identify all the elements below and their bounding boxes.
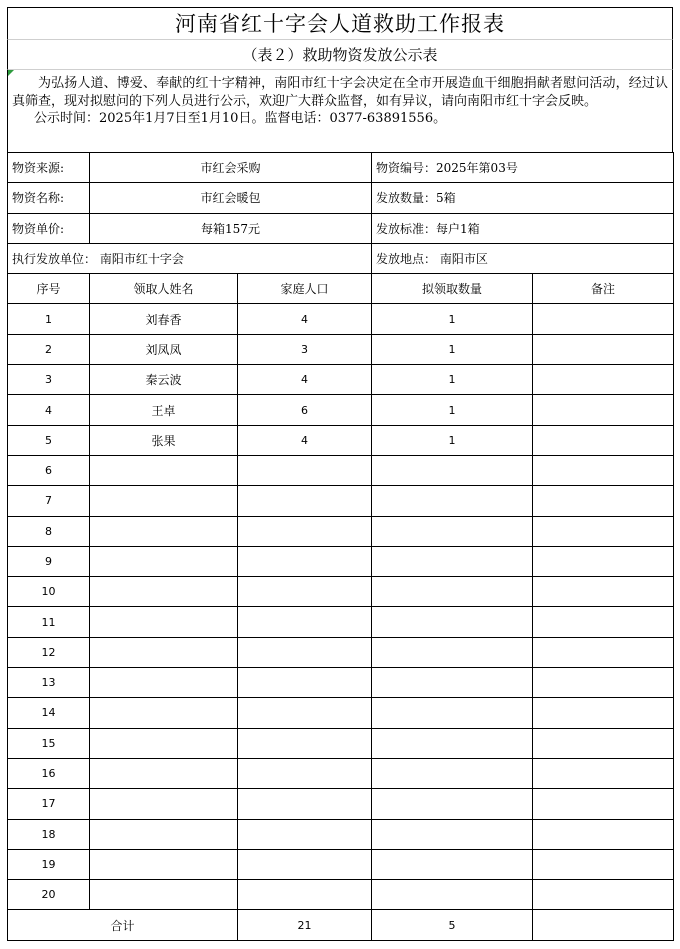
seq-cell: 20 — [8, 880, 90, 910]
name-cell — [90, 819, 238, 849]
seq-cell: 4 — [8, 395, 90, 425]
table-row — [8, 698, 674, 728]
table-row — [8, 486, 674, 516]
price-value: 每箱157元 — [90, 213, 372, 243]
note-cell — [533, 880, 674, 910]
family-cell — [238, 880, 372, 910]
col-header-seq: 序号 — [8, 274, 90, 304]
name-cell — [90, 607, 238, 637]
name-cell: 刘春香 — [90, 304, 238, 334]
name-cell — [90, 637, 238, 667]
name-cell — [90, 880, 238, 910]
seq-cell: 17 — [8, 789, 90, 819]
table-row — [8, 516, 674, 546]
location-text: 发放地点： 南阳市区 — [372, 243, 674, 273]
qty-cell: 1 — [372, 425, 533, 455]
table-row — [8, 425, 674, 455]
qty-cell — [372, 455, 533, 485]
qty-cell — [372, 486, 533, 516]
qty-cell: 1 — [372, 395, 533, 425]
table-row — [8, 334, 674, 364]
table-row — [8, 455, 674, 485]
source-value: 市红会采购 — [90, 153, 372, 183]
quantity-text: 发放数量：5箱 — [372, 183, 674, 213]
qty-cell — [372, 698, 533, 728]
family-cell: 4 — [238, 365, 372, 395]
name-cell — [90, 546, 238, 576]
note-cell — [533, 516, 674, 546]
table-row — [8, 607, 674, 637]
table-row — [8, 819, 674, 849]
seq-cell: 12 — [8, 637, 90, 667]
info-row-source — [8, 153, 674, 183]
name-cell — [90, 668, 238, 698]
name-cell: 王卓 — [90, 395, 238, 425]
family-cell — [238, 607, 372, 637]
total-note — [533, 910, 674, 940]
total-qty: 5 — [372, 910, 533, 940]
table-row — [8, 304, 674, 334]
qty-cell — [372, 789, 533, 819]
info-row-name — [8, 183, 674, 213]
note-cell — [533, 849, 674, 879]
family-cell: 4 — [238, 425, 372, 455]
name-cell — [90, 577, 238, 607]
note-cell — [533, 425, 674, 455]
family-cell — [238, 728, 372, 758]
seq-cell: 3 — [8, 365, 90, 395]
family-cell — [238, 849, 372, 879]
col-header-note: 备注 — [533, 274, 674, 304]
table-row — [8, 880, 674, 910]
note-cell — [533, 819, 674, 849]
family-cell — [238, 789, 372, 819]
family-cell — [238, 637, 372, 667]
report-title: 河南省红十字会人道救助工作报表 — [7, 7, 673, 39]
name-cell: 秦云波 — [90, 365, 238, 395]
seq-cell: 9 — [8, 546, 90, 576]
column-header-row — [8, 274, 674, 304]
name-cell — [90, 758, 238, 788]
qty-cell — [372, 849, 533, 879]
qty-cell — [372, 728, 533, 758]
name-cell — [90, 455, 238, 485]
qty-cell — [372, 880, 533, 910]
table-row — [8, 758, 674, 788]
total-row — [8, 910, 674, 940]
table-row — [8, 637, 674, 667]
note-cell — [533, 395, 674, 425]
family-cell: 4 — [238, 304, 372, 334]
name-cell — [90, 789, 238, 819]
table-row — [8, 365, 674, 395]
note-cell — [533, 789, 674, 819]
total-label: 合计 — [8, 910, 238, 940]
note-cell — [533, 728, 674, 758]
code-text: 物资编号：2025年第03号 — [372, 153, 674, 183]
seq-cell: 5 — [8, 425, 90, 455]
family-cell: 6 — [238, 395, 372, 425]
info-row-unit — [8, 243, 674, 273]
name-cell — [90, 728, 238, 758]
source-label: 物资来源: — [8, 153, 90, 183]
report-subtitle: （表２）救助物资发放公示表 — [7, 39, 673, 69]
name-cell — [90, 516, 238, 546]
name-cell — [90, 849, 238, 879]
name-value: 市红会暖包 — [90, 183, 372, 213]
qty-cell — [372, 607, 533, 637]
seq-cell: 6 — [8, 455, 90, 485]
distribution-table — [7, 152, 674, 941]
qty-cell — [372, 637, 533, 667]
family-cell — [238, 698, 372, 728]
intro-paragraph: 为弘扬人道、博爱、奉献的红十字精神，南阳市红十字会决定在全市开展造血干细胞捐献者慰问活动，经过认真筛查，现对拟慰问的下列人员进行公示，欢迎广大群众监督，如有异议，请向南阳市红十字会反映。 — [12, 76, 668, 109]
name-cell: 张果 — [90, 425, 238, 455]
note-cell — [533, 577, 674, 607]
seq-cell: 19 — [8, 849, 90, 879]
table-row — [8, 849, 674, 879]
intro-section — [7, 69, 673, 152]
family-cell — [238, 546, 372, 576]
unit-text: 执行发放单位： 南阳市红十字会 — [8, 243, 372, 273]
total-family: 21 — [238, 910, 372, 940]
table-row — [8, 668, 674, 698]
note-cell — [533, 758, 674, 788]
qty-cell: 1 — [372, 365, 533, 395]
qty-cell — [372, 819, 533, 849]
qty-cell — [372, 577, 533, 607]
family-cell — [238, 577, 372, 607]
name-label: 物资名称: — [8, 183, 90, 213]
seq-cell: 2 — [8, 334, 90, 364]
standard-text: 发放标准：每户1箱 — [372, 213, 674, 243]
note-cell — [533, 607, 674, 637]
name-cell: 刘凤凤 — [90, 334, 238, 364]
table-row — [8, 546, 674, 576]
name-cell — [90, 698, 238, 728]
col-header-name: 领取人姓名 — [90, 274, 238, 304]
seq-cell: 16 — [8, 758, 90, 788]
note-cell — [533, 455, 674, 485]
seq-cell: 15 — [8, 728, 90, 758]
price-label: 物资单价: — [8, 213, 90, 243]
family-cell — [238, 516, 372, 546]
note-cell — [533, 546, 674, 576]
seq-cell: 14 — [8, 698, 90, 728]
qty-cell: 1 — [372, 334, 533, 364]
qty-cell: 1 — [372, 304, 533, 334]
table-row — [8, 789, 674, 819]
table-row — [8, 728, 674, 758]
seq-cell: 1 — [8, 304, 90, 334]
seq-cell: 10 — [8, 577, 90, 607]
info-row-price — [8, 213, 674, 243]
note-cell — [533, 334, 674, 364]
family-cell — [238, 668, 372, 698]
notice-line: 公示时间：2025年1月7日至1月10日。监督电话：0377-63891556。 — [34, 111, 447, 126]
family-cell — [238, 455, 372, 485]
note-cell — [533, 304, 674, 334]
seq-cell: 8 — [8, 516, 90, 546]
seq-cell: 18 — [8, 819, 90, 849]
table-row — [8, 395, 674, 425]
seq-cell: 7 — [8, 486, 90, 516]
name-cell — [90, 486, 238, 516]
note-cell — [533, 365, 674, 395]
col-header-family: 家庭人口 — [238, 274, 372, 304]
note-cell — [533, 637, 674, 667]
seq-cell: 13 — [8, 668, 90, 698]
family-cell: 3 — [238, 334, 372, 364]
qty-cell — [372, 758, 533, 788]
qty-cell — [372, 546, 533, 576]
table-row — [8, 577, 674, 607]
col-header-qty: 拟领取数量 — [372, 274, 533, 304]
family-cell — [238, 758, 372, 788]
seq-cell: 11 — [8, 607, 90, 637]
note-cell — [533, 486, 674, 516]
note-cell — [533, 668, 674, 698]
qty-cell — [372, 516, 533, 546]
note-cell — [533, 698, 674, 728]
family-cell — [238, 486, 372, 516]
qty-cell — [372, 668, 533, 698]
cell-comment-marker-icon — [8, 70, 14, 76]
family-cell — [238, 819, 372, 849]
